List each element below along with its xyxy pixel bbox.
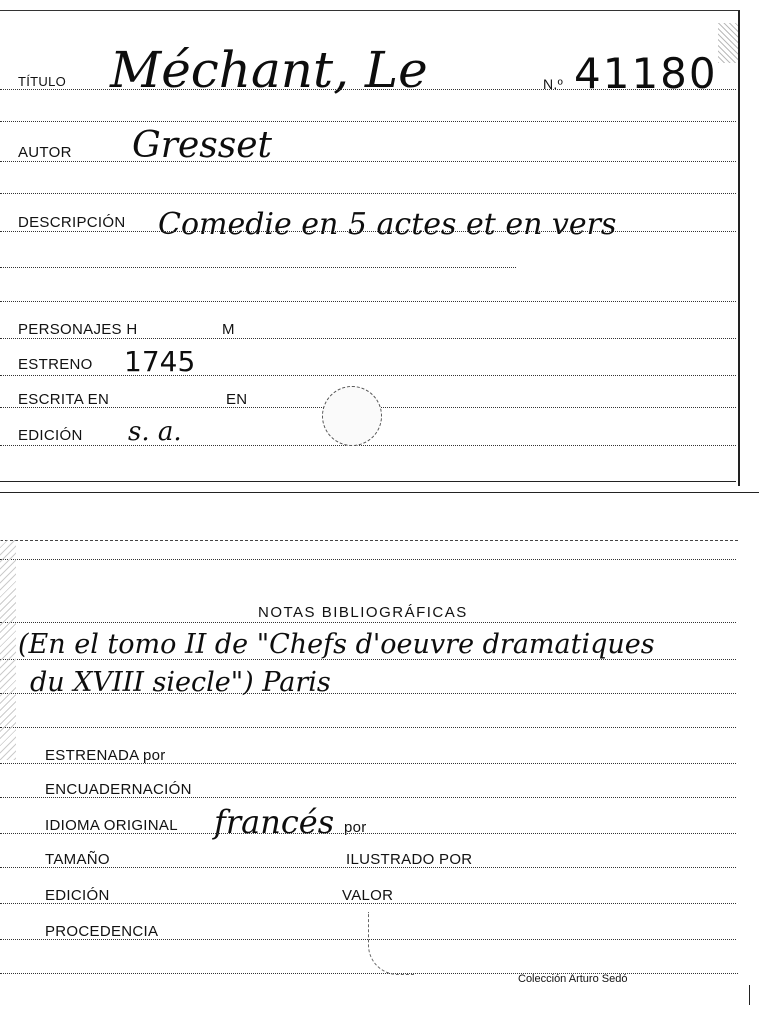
rule [0,481,736,482]
escrita-label: ESCRITA EN [18,391,110,408]
paper-stain [322,386,382,446]
edicion-label: EDICIÓN [45,887,110,904]
autor-value: Gresset [132,125,272,166]
idioma-value: francés [214,803,335,841]
edicion-value: s. a. [128,417,182,447]
rule [0,867,736,868]
idioma-por-label: por [344,819,367,836]
numero-value: 41180 [574,49,718,98]
rule [0,231,736,232]
rule [0,338,736,339]
rule [0,161,736,162]
ilustrado-label: ILUSTRADO POR [346,851,473,868]
personajes-label: PERSONAJES H [18,321,138,338]
rule [0,121,736,122]
tamano-label: TAMAÑO [45,851,110,868]
valor-label: VALOR [342,887,394,904]
rule [0,833,736,834]
rule [0,797,736,798]
escrita-en-label: EN [226,391,248,408]
notas-title: NOTAS BIBLIOGRÁFICAS [258,604,468,621]
edge-noise [718,23,738,63]
card-edge [749,985,750,1005]
titulo-value: Méchant, Le [110,41,428,99]
rule [0,763,736,764]
rule [0,903,736,904]
descripcion-value: Comedie en 5 actes et en vers [158,207,617,242]
coleccion-stamp: Colección Arturo Sedó [518,973,628,985]
rule [0,301,736,302]
rule [0,559,736,560]
numero-label: N.º [543,76,564,92]
rule [0,693,736,694]
estreno-label: ESTRENO [18,356,93,373]
rule [0,445,736,446]
titulo-label: TÍTULO [18,74,67,89]
card-separator [0,492,759,493]
rule [0,375,736,376]
autor-label: AUTOR [18,144,72,161]
edge-noise [0,540,16,760]
personajes-m-label: M [222,321,235,338]
estreno-value: 1745 [124,345,196,378]
edicion-label: EDICIÓN [18,427,83,444]
rule [0,622,736,623]
procedencia-label: PROCEDENCIA [45,923,159,940]
rule [0,267,516,268]
idioma-label: IDIOMA ORIGINAL [45,817,178,834]
encuadernacion-label: ENCUADERNACIÓN [45,781,192,798]
rule [0,193,736,194]
rule [0,727,736,728]
descripcion-label: DESCRIPCIÓN [18,214,126,231]
estrenada-label: ESTRENADA por [45,747,166,764]
rule [0,89,736,90]
notas-line-2: du XVIII siecle") Paris [30,667,331,698]
rule [0,659,736,660]
notas-line-1: (En el tomo II de "Chefs d'oeuvre dramatiques [18,629,655,660]
